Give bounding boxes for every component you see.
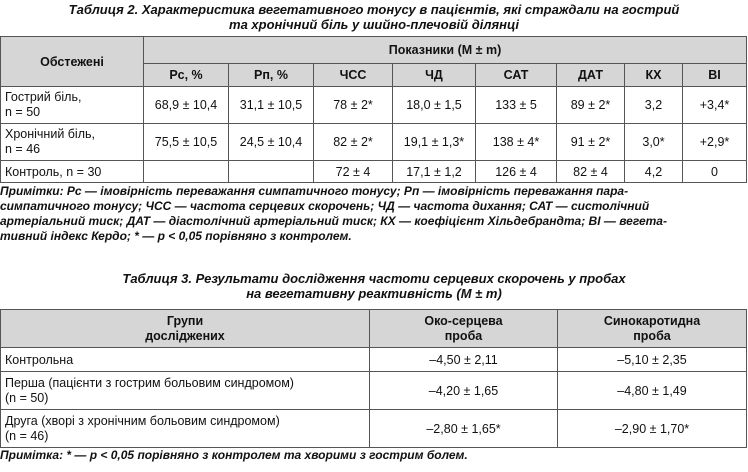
table-cell: 82 ± 4 [557,161,625,183]
table2 [0,36,747,183]
table-cell: 18,0 ± 1,5 [393,87,476,124]
table-cell: 31,1 ± 10,5 [229,87,314,124]
table-row [1,124,747,161]
table2-notes [0,184,746,244]
row-name [1,87,144,124]
table-cell: 82 ± 2* [314,124,393,161]
row-name-line1: Гострий біль, [5,90,82,104]
row-name-line2: n = 50 [5,105,41,119]
table2-header-group: Обстежені [1,37,144,87]
table-cell: 3,0* [625,124,683,161]
table-cell: 17,1 ± 1,2 [393,161,476,183]
table2-caption-line2: та хронічний біль у шийно-плечовій ділянці [229,17,519,32]
table2-col-header: ЧД [393,64,476,87]
table-cell: 72 ± 4 [314,161,393,183]
table2-caption-line1: Таблиця 2. Характеристика вегетативного тонусу в пацієнтів, які страждали на гострий [68,2,680,17]
row-name [1,372,370,410]
row-name: Контроль, n = 30 [1,161,144,183]
table-cell: –4,50 ± 2,11 [370,348,558,372]
table3-header-oculocardiac [370,310,558,348]
table-cell: –4,80 ± 1,49 [558,372,747,410]
row-name-line1: Хронічний біль, [5,127,95,141]
header-line: Синокаротидна [603,313,701,328]
row-name: Контрольна [1,348,370,372]
table-cell: –4,20 ± 1,65 [370,372,558,410]
table2-caption [0,2,748,32]
table-row [1,372,747,410]
row-name [1,124,144,161]
table-cell: 68,9 ± 10,4 [144,87,229,124]
table2-col-header: Рп, % [229,64,314,87]
row-name-line1: Перша (пацієнти з гострим больовим синдромом) [5,375,294,390]
table2-note-line: артеріальний тиск; ДАТ — діастолічний артеріальний тиск; КХ — коефіцієнт Хільдебрандта; ВІ — вегета- [0,214,667,228]
table-cell: 0 [683,161,747,183]
table-row [1,87,747,124]
table3-caption [0,271,748,301]
header-line: Групи [166,313,204,328]
header-line: проба [633,328,671,343]
table3-caption-line2: на вегетативну реактивність (M ± m) [246,286,502,301]
table2-col-header: ЧСС [314,64,393,87]
table-cell: +2,9* [683,124,747,161]
table-cell: 4,2 [625,161,683,183]
table-cell: 89 ± 2* [557,87,625,124]
table2-note-line: симпатичного тонусу; ЧСС — частота серцевих скорочень; ЧД — частота дихання; САТ — систолічний [0,199,650,213]
table-row [1,410,747,448]
row-name-line2: n = 46 [5,142,41,156]
row-name-line2: (n = 50) [5,390,49,405]
table3-header-groups [1,310,370,348]
table2-col-header: КХ [625,64,683,87]
table-row [1,348,747,372]
header-line: досліджених [145,328,225,343]
row-name-line1: Друга (хворі з хронічним больовим синдромом) [5,413,280,428]
table-cell: 138 ± 4* [476,124,557,161]
table-cell: 75,5 ± 10,5 [144,124,229,161]
table2-note-line: Примітки: Рс — імовірність переважання симпатичного тонусу; Рп — імовірність переважання пара- [0,184,629,198]
table-cell: –5,10 ± 2,35 [558,348,747,372]
table-cell: 126 ± 4 [476,161,557,183]
table2-note-line: тивний індекс Кердо; * — p < 0,05 порівняно з контролем. [0,229,352,243]
header-line: Око-серцева [424,313,503,328]
table-cell: –2,90 ± 1,70* [558,410,747,448]
table3-caption-line1: Таблиця 3. Результати дослідження частоти серцевих скорочень у пробах [122,271,626,286]
table2-col-header: Рс, % [144,64,229,87]
table-cell [229,161,314,183]
table-cell: –2,80 ± 1,65* [370,410,558,448]
table2-col-header: ДАТ [557,64,625,87]
table3-header-sinocarotid [558,310,747,348]
table2-col-header: САТ [476,64,557,87]
table-row [1,161,747,183]
table-cell: 91 ± 2* [557,124,625,161]
table2-col-header: ВІ [683,64,747,87]
header-line: проба [444,328,483,343]
table3 [0,309,747,448]
table3-note: Примітка: * — p < 0,05 порівняно з контролем та хворими з гострим болем. [0,448,468,462]
table-cell: +3,4* [683,87,747,124]
table-cell [144,161,229,183]
row-name [1,410,370,448]
table-cell: 19,1 ± 1,3* [393,124,476,161]
table2-header-indicators: Показники (M ± m) [144,37,747,64]
row-name-line2: (n = 46) [5,428,49,443]
table-cell: 3,2 [625,87,683,124]
table-cell: 24,5 ± 10,4 [229,124,314,161]
table-cell: 78 ± 2* [314,87,393,124]
table-cell: 133 ± 5 [476,87,557,124]
